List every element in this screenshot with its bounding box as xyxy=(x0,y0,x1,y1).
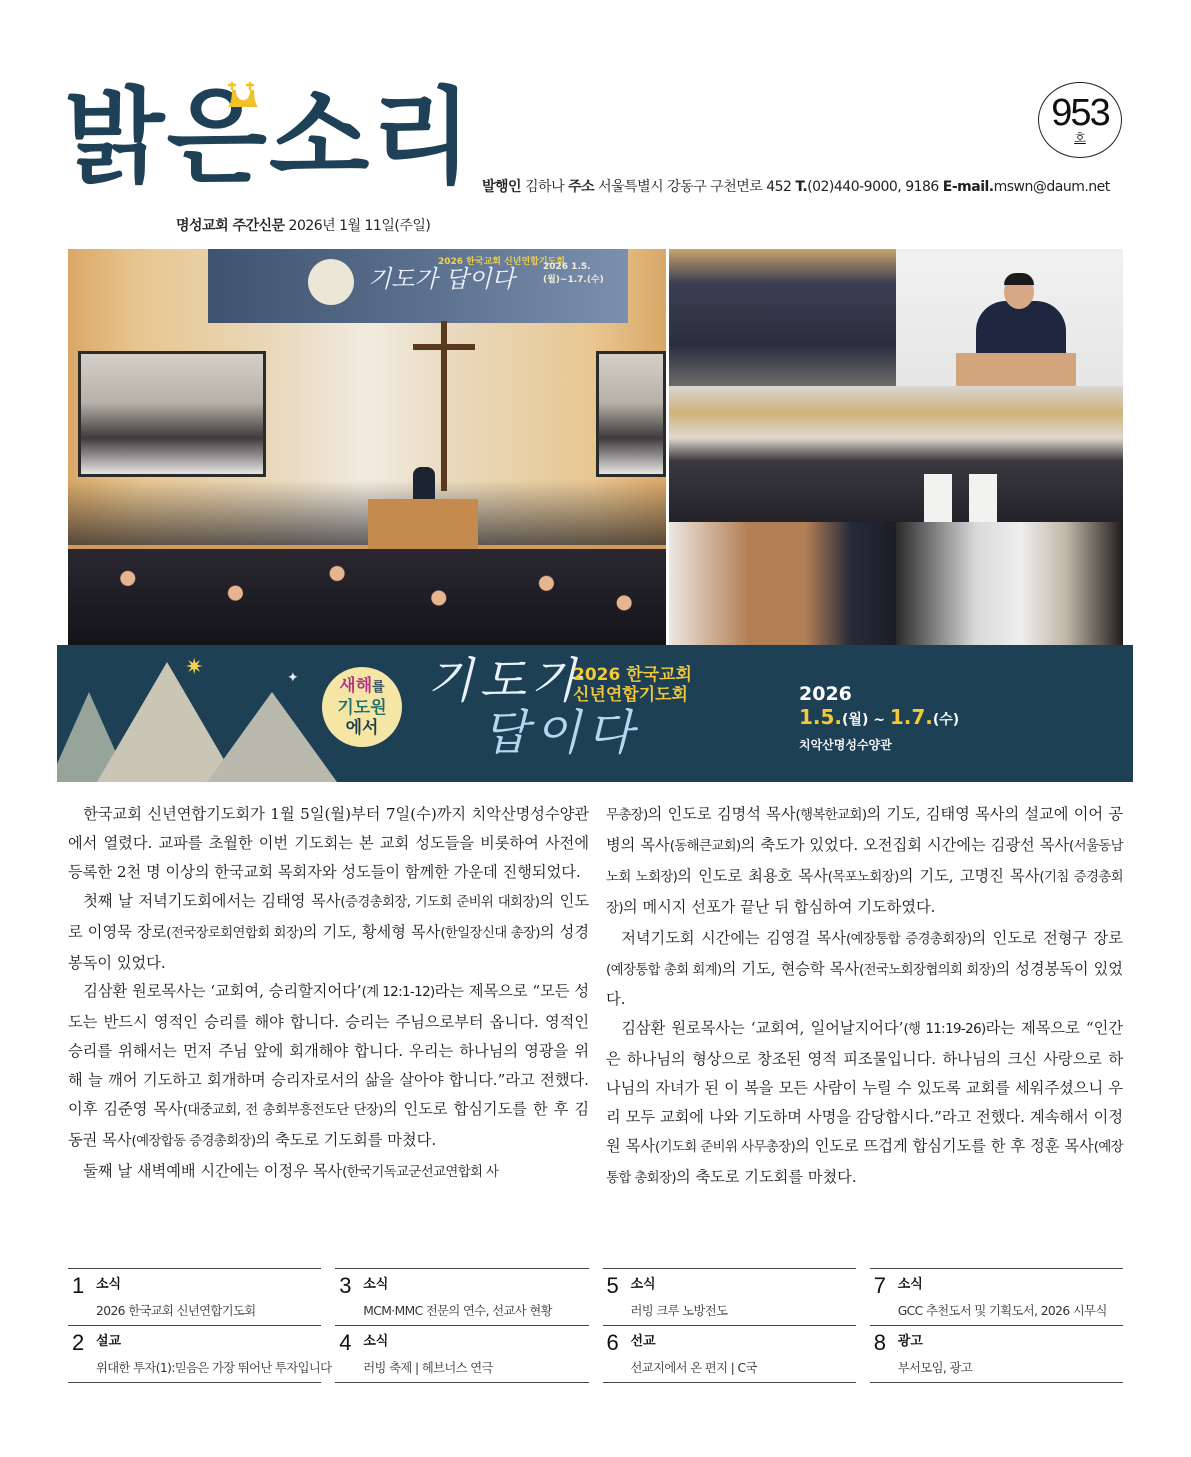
phone: (02)440-9000, 9186 xyxy=(807,179,939,195)
affiliation-note: (기침 증경총회장) xyxy=(606,869,1123,916)
affiliation-note: (기도회 준비위 사무총장) xyxy=(654,1139,796,1155)
email-link[interactable]: mswn@daum.net xyxy=(993,179,1110,195)
page-number: 8 xyxy=(873,1330,886,1355)
body-text: 첫째 날 저녁기도회에서는 김태영 목사 xyxy=(83,891,341,910)
body-text: 의 인도로 뜨겁게 합심기도를 한 후 정훈 목사 xyxy=(795,1136,1094,1155)
phone-label: T. xyxy=(795,179,808,195)
section-category: 소식 xyxy=(363,1334,389,1349)
sparkle-icon: ✦ xyxy=(287,670,299,686)
section-category: 설교 xyxy=(96,1334,122,1349)
section-description: 선교지에서 온 편지 | C국 xyxy=(630,1361,757,1375)
preacher-figure xyxy=(413,467,435,501)
publisher-label: 발행인 xyxy=(482,179,522,195)
address-label: 주소 xyxy=(568,179,595,195)
photo-seated-attendees xyxy=(669,249,896,386)
section-description: GCC 추천도서 및 기획도서, 2026 시무식 xyxy=(897,1304,1107,1318)
body-text: 의 인도로 최용호 목사 xyxy=(677,866,828,885)
event-title-line1: 2026 한국교회 xyxy=(573,665,692,685)
banner-circle xyxy=(308,259,354,305)
body-text: 의 성경봉독이 있었다. xyxy=(68,922,589,972)
affiliation-note: (서울동남노회 노회장) xyxy=(606,838,1124,885)
article-paragraph xyxy=(68,887,589,978)
event-dates: 1.5.(월) ~ 1.7.(수) xyxy=(799,705,960,729)
body-text: 김삼환 원로목사는 ‘교회여, 일어날지어다’ xyxy=(621,1019,904,1038)
event-year: 2026 xyxy=(799,683,852,705)
section-category: 선교 xyxy=(630,1334,656,1349)
affiliation-note: (예장통합 증경총회장) xyxy=(845,931,972,947)
photo-hall-crowd xyxy=(669,386,1123,522)
robed-figure xyxy=(969,474,997,522)
affiliation-note: (전국장로회연합회 회장) xyxy=(166,925,303,941)
main-photo-sanctuary xyxy=(68,249,666,647)
section-category: 소식 xyxy=(96,1277,122,1292)
event-title-line2: 신년연합기도회 xyxy=(573,685,688,705)
page-number: 2 xyxy=(72,1330,85,1355)
section-category: 소식 xyxy=(630,1277,656,1292)
speaker-podium xyxy=(956,353,1076,386)
badge-circle xyxy=(322,667,402,747)
index-item-page-4[interactable] xyxy=(335,1326,588,1383)
cross-icon-bar xyxy=(413,344,475,350)
body-text: 의 기도, 김태영 목사의 설교에 이어 공병의 목사 xyxy=(606,805,1123,854)
issue-suffix: 호 xyxy=(1074,131,1086,145)
affiliation-note: (목포노회장) xyxy=(827,869,899,885)
affiliation-note: (행 11:19-26) xyxy=(903,1022,986,1038)
affiliation-note: (동해큰교회) xyxy=(669,838,741,854)
index-item-page-7[interactable] xyxy=(870,1269,1123,1326)
photo-hallway-greeting xyxy=(669,522,896,645)
index-item-page-6[interactable] xyxy=(603,1326,856,1383)
badge-line1: 새해를 xyxy=(339,676,385,696)
affiliation-note: (행복한교회) xyxy=(795,808,867,823)
article-paragraph xyxy=(68,977,589,1156)
index-column xyxy=(870,1268,1123,1383)
page-number: 6 xyxy=(606,1330,619,1355)
screen-left xyxy=(78,351,266,477)
index-item-page-8[interactable] xyxy=(870,1326,1123,1383)
index-item-page-2[interactable] xyxy=(68,1326,332,1383)
issue-number: 953 xyxy=(1051,92,1109,134)
email-label: E-mail. xyxy=(942,179,994,195)
body-text: 의 메시지 선포가 끝난 뒤 합심하여 기도하였다. xyxy=(622,897,936,916)
section-description: 위대한 투자(1):믿음은 가장 뛰어난 투자입니다 xyxy=(96,1361,332,1375)
article-column-right xyxy=(606,800,1123,1194)
body-text: 의 기도, 현승학 목사 xyxy=(721,959,860,978)
article-paragraph xyxy=(68,800,589,887)
body-text: 한국교회 신년연합기도회가 1월 5일(월)부터 7일(수)까지 치악산명성수양관에서 열렸다. 교파를 초월한 이번 기도회는 본 교회 성도들을 비롯하여 사전에 등록한 2천 명 이상의 한국교회 목회자와 성도들이 함께한 가운데 진행되었다. xyxy=(68,805,589,881)
robed-figure xyxy=(924,474,952,522)
affiliation-note: (전국노회장협의회 회장) xyxy=(859,962,996,978)
hanging-banner xyxy=(208,249,628,323)
index-column xyxy=(603,1268,856,1383)
index-column xyxy=(335,1268,588,1383)
church-logo-icon xyxy=(226,80,260,110)
body-text: 의 인도로 전형구 장로 xyxy=(971,928,1123,947)
calligraphy-line2: 답이다 xyxy=(482,705,640,761)
publisher-name: 김하나 xyxy=(525,179,565,195)
banner-calligraphy: 기도가 답이다 xyxy=(368,265,515,293)
event-venue: 치악산명성수양관 xyxy=(799,738,892,752)
body-text: 의 기도, 황세형 목사 xyxy=(302,922,441,941)
affiliation-note: (예장합동 증경총회장) xyxy=(131,1133,256,1149)
issue-date: 2026년 1월 11일(주일) xyxy=(288,218,431,234)
body-text: 의 축도로 기도회를 마쳤다. xyxy=(255,1130,437,1149)
body-text: 김삼환 원로목사는 ‘교회여, 승리할지어다’ xyxy=(83,982,362,1001)
body-text: 의 축도가 있었다. 오전집회 시간에는 김광선 목사 xyxy=(740,835,1070,854)
photo-meal-serving xyxy=(896,522,1123,645)
body-text: 라는 제목으로 “모든 성도는 반드시 영적인 승리를 해야 합니다. 승리는 주님으로부터 옵니다. 영적인 승리를 위해서는 먼저 주님 앞에 회개해야 합니다. 우리는 하나님의 영광을 위해 늘 깨어 기도하고 회개하며 승리자로서의 삶을 살아야 합니다.”라고 전했다. 이후 김준영 목사 xyxy=(68,982,589,1119)
banner-dates: 2026 1.5.(월)~1.7.(수) xyxy=(543,262,604,285)
section-description: 러빙 축제 | 헤브너스 연극 xyxy=(363,1361,493,1375)
event-banner xyxy=(57,645,1133,782)
tree-graphic xyxy=(207,692,337,782)
affiliation-note: 무총장) xyxy=(606,808,648,823)
article-column-left xyxy=(68,800,589,1188)
section-description: 러빙 크루 노방전도 xyxy=(630,1304,728,1318)
body-text: 의 기도, 고명진 목사 xyxy=(898,866,1040,885)
affiliation-note: (계 12:1-12) xyxy=(361,985,435,1001)
section-category: 소식 xyxy=(363,1277,389,1292)
body-text: 라는 제목으로 “인간은 하나님의 형상으로 창조된 영적 피조물입니다. 하나님의 크신 사랑으로 하나님의 자녀가 된 이 복을 모든 사람이 누릴 수 있도록 교회를 세워주셨으니 우리 모두 교회에 나와 기도하며 사명을 감당합시다.”라고 전했다. 계속해서 이정원 목사 xyxy=(606,1019,1123,1155)
contents-index xyxy=(68,1268,1123,1383)
photo-speaker-podium xyxy=(896,249,1123,386)
calligraphy-line1: 기도가 xyxy=(427,653,585,709)
section-description: MCM·MMC 전문의 연수, 선교사 현황 xyxy=(363,1304,552,1318)
article-paragraph xyxy=(606,924,1123,1015)
body-text: 의 성경봉독이 있었다. xyxy=(606,959,1123,1009)
church-paper-label: 명성교회 주간신문 xyxy=(176,218,285,234)
section-category: 소식 xyxy=(897,1277,923,1292)
index-item-page-3[interactable] xyxy=(335,1269,588,1326)
page-number: 4 xyxy=(339,1330,352,1355)
page-number: 5 xyxy=(606,1273,619,1298)
event-title xyxy=(573,665,692,705)
badge-line2: 기도원 xyxy=(337,698,387,718)
body-text: 의 인도로 김명석 목사 xyxy=(647,805,796,823)
article-paragraph xyxy=(606,800,1123,924)
screen-right xyxy=(596,351,666,477)
publisher-info xyxy=(482,176,1110,196)
star-icon: ✷ xyxy=(185,655,204,680)
section-category: 광고 xyxy=(897,1334,923,1349)
page-number: 3 xyxy=(339,1273,352,1298)
banner-event-title: 2026 한국교회 신년연합기도회 xyxy=(438,257,565,267)
edition-info xyxy=(176,215,430,235)
index-column xyxy=(68,1268,332,1383)
issue-number-badge xyxy=(1038,82,1122,158)
congregation-raising-hands xyxy=(68,549,666,647)
index-item-page-5[interactable] xyxy=(603,1269,856,1326)
affiliation-note: (한일장신대 총장) xyxy=(440,925,540,941)
affiliation-note: (한국기독교군선교연합회 사 xyxy=(342,1164,499,1180)
affiliation-note: (대중교회, 전 총회부흥전도단 단장) xyxy=(182,1103,383,1119)
speaker-hair xyxy=(1004,273,1034,285)
article-paragraph xyxy=(606,1014,1123,1193)
speaker-body xyxy=(976,301,1066,361)
affiliation-note: (예장통합 총회장) xyxy=(606,1139,1124,1186)
index-item-page-1[interactable] xyxy=(68,1269,321,1326)
page-number: 1 xyxy=(72,1273,85,1298)
body-text: 둘째 날 새벽예배 시간에는 이정우 목사 xyxy=(83,1161,343,1180)
newspaper-title: 밝은소리 xyxy=(64,76,474,198)
section-description: 2026 한국교회 신년연합기도회 xyxy=(96,1304,256,1318)
body-text: 의 축도로 기도회를 마쳤다. xyxy=(675,1167,857,1186)
affiliation-note: (증경총회장, 기도회 준비위 대회장) xyxy=(340,894,540,910)
section-description: 부서모임, 광고 xyxy=(897,1361,973,1375)
article-paragraph xyxy=(68,1157,589,1188)
page-number: 7 xyxy=(873,1273,886,1298)
address: 서울특별시 강동구 구천면로 452 xyxy=(598,179,792,195)
body-text: 저녁기도회 시간에는 김영걸 목사 xyxy=(621,928,846,947)
affiliation-note: (예장통합 총회 회계) xyxy=(606,962,722,978)
body-text: 의 인도로 합심기도를 한 후 김동권 목사 xyxy=(68,1100,589,1149)
body-text: 의 인도로 이영묵 장로 xyxy=(68,891,589,941)
badge-line3: 에서 xyxy=(345,718,379,738)
